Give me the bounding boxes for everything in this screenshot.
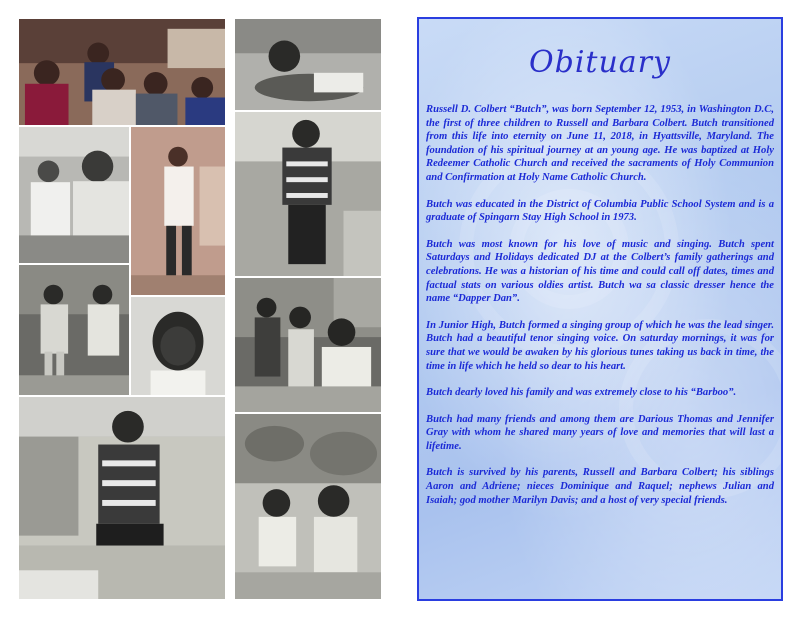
obituary-paragraph-singing: In Junior High, Butch formed a singing group of which he was the lead singer. Butch had a beautiful tenor singing voice. On saturday mornings, it was for sure that we would be awaken by his glorious tunes taking us back in time, the time in life which he held so dear to his heart. [426, 319, 774, 372]
obituary-paragraph-birth: Russell D. Colbert “Butch”, was born September 12, 1953, in Washington D.C, the first of three children to Russell and Barbara Colbert. Butch transitioned from this life into eternity on June 11, 2018, in Hyattsville, Maryland. The foundation of his spiritual journey at an young age. He was baptized at Holy Redeemer Catholic Church and received the sacraments of Holy Communion and Confirmation at Holy Name Catholic Church. [426, 104, 774, 183]
two-toddlers-photo [18, 264, 130, 396]
boy-in-white-suit-photo [130, 126, 226, 296]
two-babies-photo [234, 413, 382, 600]
boy-on-sofa-photo [18, 396, 226, 600]
baby-on-blanket-photo [234, 18, 382, 111]
family-group-photo [18, 18, 226, 126]
boy-in-sweater-photo [234, 111, 382, 277]
obituary-paragraph-family: Butch dearly loved his family and was extremely close to his “Barboo”. [426, 387, 737, 399]
kids-on-porch-photo [234, 277, 382, 413]
baby-portrait-photo [130, 296, 226, 396]
obituary-paragraph-education: Butch was educated in the District of Columbia Public School System and is a graduate of Spingarn Stay High School in 1973. [426, 198, 774, 224]
obituary-paragraph-survivors: Butch is survived by his parents, Russell and Barbara Colbert; his siblings Aaron and Adriene; nieces Dominique and Raquel; nephews Julian and Isaiah; god mother Marilyn Davis; and a host of very special friends. [426, 467, 774, 506]
obituary-paragraph-friends: Butch had many friends and among them are Darious Thomas and Jennifer Gray with whom he shared many years of love and memories that will last a lifetime. [426, 413, 774, 452]
obituary-panel [417, 17, 783, 601]
obituary-paragraph-music: Butch was most known for his love of music and singing. Butch spent Saturdays and Holidays dedicated DJ at the Colbert’s family gatherings and celebrations. He was a historian of his time and could call off dates, times and factual stats on various oldies artist. Butch wa sa classic dresser hence the name “Dapper Dan”. [426, 238, 774, 305]
obituary-title: Obituary [529, 45, 671, 80]
mother-and-baby-photo [18, 126, 130, 264]
